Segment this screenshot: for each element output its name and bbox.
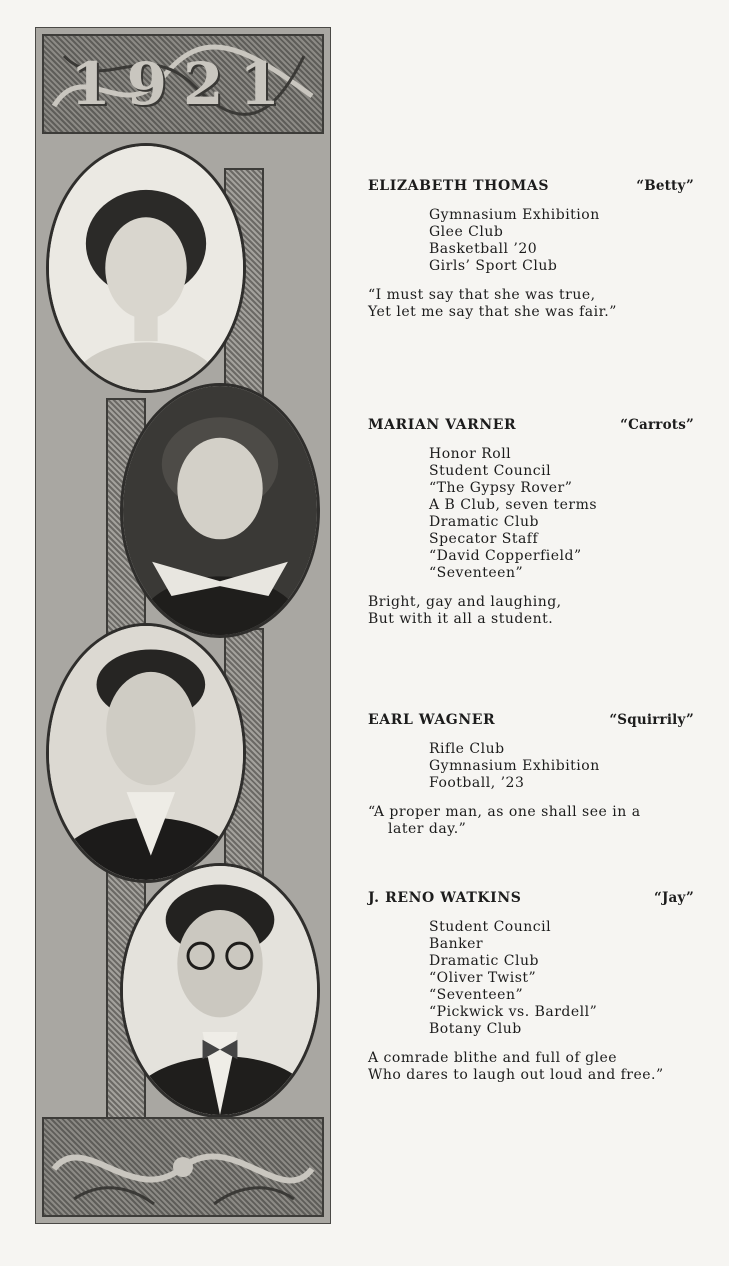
activity-item: “Oliver Twist” [429,970,537,986]
entry-header [368,890,694,907]
portrait-photo [120,383,320,638]
student-entry [368,890,694,1084]
quote-line: “A proper man, as one shall see in a [368,804,641,820]
activity-item: Rifle Club [429,741,505,757]
entry-header [368,712,694,729]
activity-item: Specator Staff [429,531,539,547]
activity-item: Banker [429,936,484,952]
student-quote [368,1050,694,1084]
student-name: J. RENO WATKINS [368,890,522,906]
student-nickname: “Betty” [636,178,694,194]
student-nickname: “Squirrily” [609,712,694,728]
bottom-ornament-banner [42,1117,324,1217]
student-nickname: “Carrots” [620,417,694,433]
floral-ornament-icon [44,1119,322,1215]
quote-line: A comrade blithe and full of glee [368,1050,618,1066]
portrait-photo [46,143,246,393]
quote-line: But with it all a student. [368,611,554,627]
activity-item: “Seventeen” [429,987,524,1003]
activity-item: Botany Club [429,1021,522,1037]
activity-item: “David Copperfield” [429,548,582,564]
student-entry [368,712,694,838]
portrait-photo [120,863,320,1118]
quote-line: “I must say that she was true, [368,287,596,303]
activity-item: A B Club, seven terms [429,497,598,513]
student-name: EARL WAGNER [368,712,496,728]
quote-line: Who dares to laugh out loud and free.” [368,1067,664,1083]
student-quote [368,594,694,628]
activity-item: “Pickwick vs. Bardell” [429,1004,598,1020]
student-name: MARIAN VARNER [368,417,517,433]
student-quote [368,287,694,321]
student-entry [368,417,694,628]
activity-item: “Seventeen” [429,565,524,581]
student-nickname: “Jay” [653,890,694,906]
activity-item: Dramatic Club [429,514,539,530]
portrait-photo [46,623,246,883]
activity-item: Gymnasium Exhibition [429,758,600,774]
student-name: ELIZABETH THOMAS [368,178,550,194]
activity-list [429,741,694,792]
entry-header [368,417,694,434]
student-quote [368,804,694,838]
year-banner [42,34,324,134]
quote-line: Yet let me say that she was fair.” [368,304,617,320]
student-entry [368,178,694,321]
entry-header [368,178,694,195]
activity-item: Football, ’23 [429,775,525,791]
year-title: 1921 [70,50,296,118]
portrait-column [35,27,331,1224]
activity-list [429,207,694,275]
activity-item: Girls’ Sport Club [429,258,558,274]
quote-line: Bright, gay and laughing, [368,594,562,610]
activity-item: Honor Roll [429,446,512,462]
activity-item: Student Council [429,463,552,479]
activity-list [429,919,694,1038]
activity-item: “The Gypsy Rover” [429,480,573,496]
activity-list [429,446,694,582]
activity-item: Glee Club [429,224,504,240]
activity-item: Dramatic Club [429,953,539,969]
activity-item: Gymnasium Exhibition [429,207,600,223]
quote-line: later day.” [388,821,467,837]
activity-item: Student Council [429,919,552,935]
activity-item: Basketball ’20 [429,241,538,257]
